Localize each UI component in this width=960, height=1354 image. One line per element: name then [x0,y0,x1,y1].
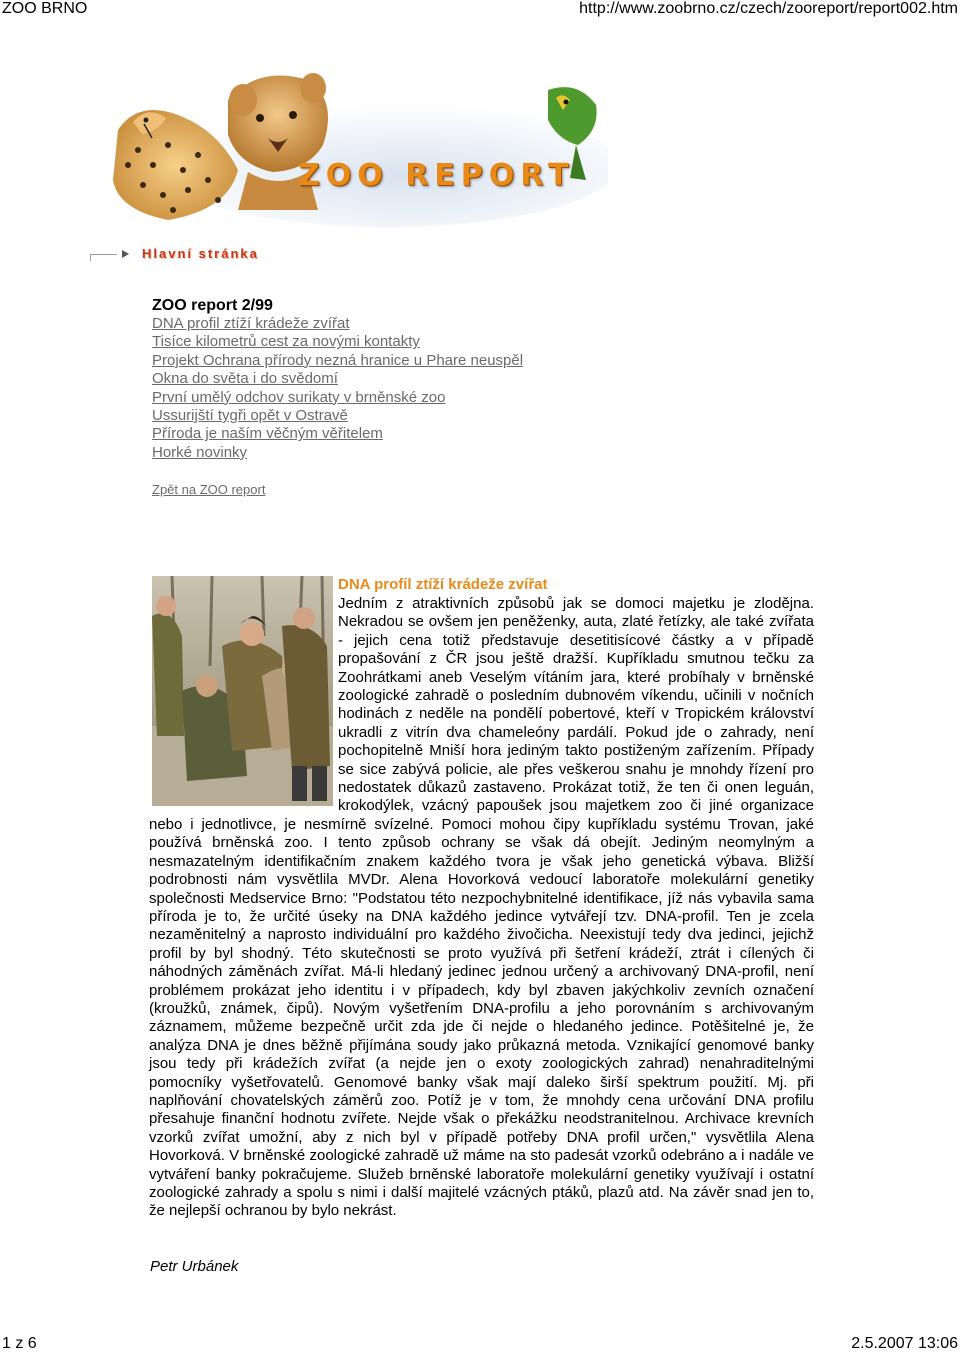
banner-title: ZOO REPORT [298,158,575,193]
home-link[interactable]: Hlavní stránka [142,246,259,261]
print-header-site: ZOO BRNO [2,0,88,17]
article-link[interactable]: Horké novinky [152,443,248,461]
article-link-list [152,315,523,462]
list-item [152,425,523,443]
back-to-zoo-report-link[interactable]: Zpět na ZOO report [152,482,266,497]
list-item [152,315,523,333]
print-timestamp: 2.5.2007 13:06 [851,1335,958,1352]
list-item [152,389,523,407]
article-link[interactable]: Tisíce kilometrů cest za novými kontakty [152,333,420,351]
article-link[interactable]: Ussurijští tygři opět v Ostravě [152,406,348,424]
photo-spacer [149,595,338,813]
banner-animals-image [108,60,608,230]
list-item [152,370,523,388]
article-title: DNA profil ztíží krádeže zvířat [338,576,548,593]
list-item [152,407,523,425]
zoo-report-banner [108,60,608,230]
article-body: Jedním z atraktivních způsobů jak se domoci majetku je zlodějna. Nekradou se ovšem jen peněženky, auta, zlaté řetízky, ale také zvířata - jejich cena totiž představuje desetitisícové částky a v případě propašování z ČR jsou ještě dražší. Kupříkladu smutnou tečku za Zoohrátkami aneb Veselým vítáním jara, které probíhaly v brněnské zoologické zahradě o posledním dubnovém víkendu, učinili v nočních hodinách z neděle na pondělí pobertové, kteří v Tropickém království ukradli z vitrín dva chameleóny pardálí. Pokud jde o zahrady, není pochopitelně Mniší hora jediným takto postiženým zařízením. Případy se sice zabývá policie, ale přes veškerou snahu je mnohdy řízení pro nedostatek důkazů zastaveno. Prokázat totiž, že ten či onen leguán, krokodýlek, vzácný papoušek jsou majetkem zoo či jiné organizace nebo i jednotlivce, je nesmírně svízelné. Pomoci mohou čipy kupříkladu systému Trovan, jaké používá brněnská zoo. I tento způsob ochrany se však dá obejít. Jediným neomylným a nesmazatelným identifikačním znakem každého tvora je však jeho genetická výbava. Bližší podrobnosti nám vysvětlila MVDr. Alena Hovorková vedoucí laboratoře molekulární genetiky společnosti Medservice Brno: "Podstatou této nezpochybnitelné identifikace, jíž nás vybavila sama příroda je to, že určité úseky na DNA každého jedince vytvářejí tzv. DNA-profil. Ten je zcela nezaměnitelný a naprosto individuální pro každého živočicha. Neexistují tedy dva jedinci, jejichž profil by byl shodný. Této skutečnosti se proto využívá při šetření krádeží, ztrát i cílených či náhodných záměnách zvířat. Má-li hledaný jedinec jednou určený a archivovaný DNA-profil, není problémem prokázat jeho identitu i v případech, kdy byl zbaven jakýchkoliv zevních označení (kroužků, známek, čipů). Novým vyšetřením DNA-profilu a jeho porovnáním s archivovaným záznamem, můžeme bezpečně určit zda jde či nejde o hledaného jedince. Potěšitelné je, že analýza DNA je dnes běžně přijímána soudy jako průkazná metoda. Vznikající genomové banky jsou tedy při krádežích zvířat (a nejde jen o exoty zoologických zahrad) nenahraditelnými pomocníky vyšetřovatelů. Genomové banky však mají daleko širší spektrum použití. Mj. při naplňování chovatelských záměrů zoo. Potíž je v tom, že mnohdy cena určování DNA profilu přesahuje finanční hodnotu zvířete. Nejde však o překážku neodstranitelnou. Archivace krevních vzorků zvířat umožní, aby z nich byl v případě potřeby DNA profil určen," vysvětlila Alena Hovorková. V brněnské zoologické zahradě už máme na sto padesát vzorků odebráno a i nadále ve vytváření banky pokračujeme. Služeb brněnské laboratoře molekulární genetiky využívají i ostatní zoologické zahrady a spolu s nimi i další majitelé vzácných ptáků, plazů atd. Na závěr snad jen to, že nejlepší ochranou by bylo nekrást. [149,595,814,1220]
article-author: Petr Urbánek [150,1258,239,1275]
print-header-url: http://www.zoobrno.cz/czech/zooreport/report002.htm [579,0,958,17]
article-link[interactable]: Okna do světa i do svědomí [152,370,338,388]
list-item [152,444,523,462]
back-nav [152,482,265,497]
print-page-counter: 1 z 6 [2,1335,37,1352]
article-link[interactable]: Příroda je naším věčným věřitelem [152,425,383,443]
article-body-wrap [149,595,814,1221]
article-link[interactable]: DNA profil ztíží krádeže zvířat [152,315,350,332]
corner-line-decoration [90,254,117,261]
article-link[interactable]: První umělý odchov surikaty v brněnské zoo [152,388,446,406]
issue-contents [152,296,523,462]
arrow-right-icon [122,250,129,258]
list-item [152,333,523,351]
issue-title: ZOO report 2/99 [152,297,273,314]
article-link[interactable]: Projekt Ochrana přírody nezná hranice u Phare neuspěl [152,351,524,369]
home-nav [90,246,350,266]
list-item [152,352,523,370]
